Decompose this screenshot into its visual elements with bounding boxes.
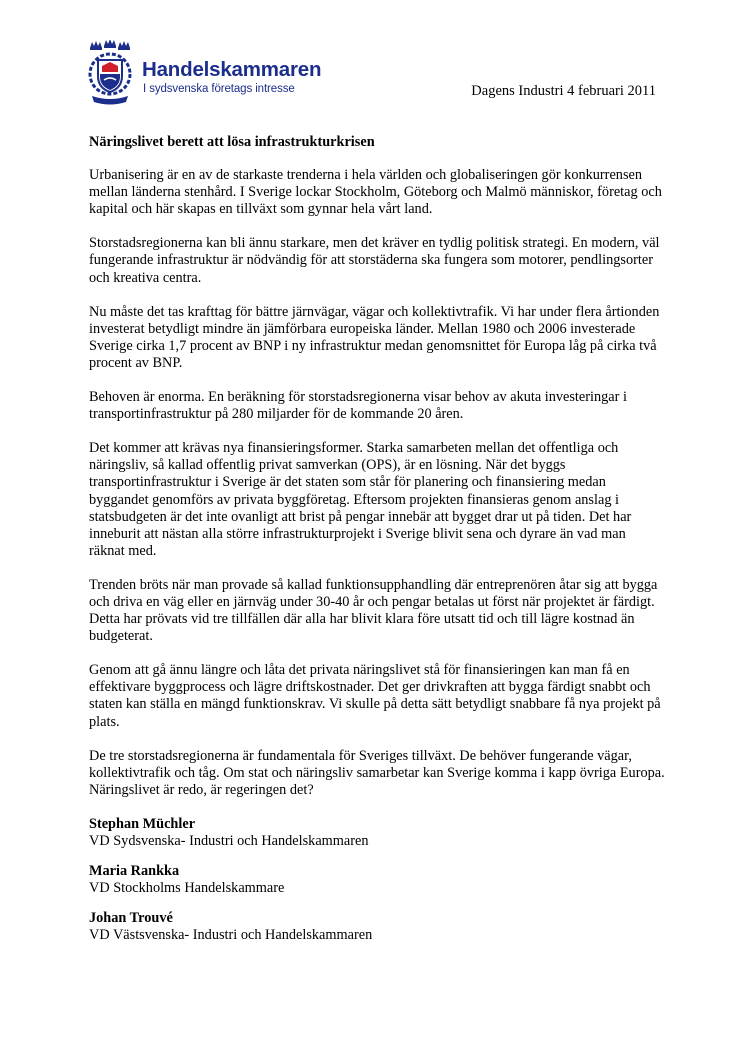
org-tagline: I sydsvenska företags intresse: [143, 83, 295, 95]
article-paragraph: De tre storstadsregionerna är fundamentala för Sveriges tillväxt. De behöver fungerande vägar, kollektivtrafik och tåg. Om stat och näringsliv samarbetar kan Sverige komma i kapp övriga Europa. Näringslivet är redo, är regeringen det?: [89, 747, 665, 798]
signatory-title: VD Stockholms Handelskammare: [89, 880, 285, 897]
signatory-title: VD Västsvenska- Industri och Handelskammaren: [89, 927, 373, 944]
signature-block: [89, 863, 665, 897]
org-logo: [86, 40, 336, 110]
signature-block: [89, 816, 665, 850]
article-paragraph: Urbanisering är en av de starkaste trenderna i hela världen och globaliseringen gör konkurrensen mellan länderna stenhård. I Sverige lockar Stockholm, Göteborg och Malmö människor, företag och kapital och här skapas en tillväxt som gynnar hela vårt land.: [89, 167, 662, 218]
article-paragraph: Nu måste det tas krafttag för bättre järnvägar, vägar och kollektivtrafik. Vi har under flera årtionden investerat betydligt mindre än jämförbara europeiska länder. Mellan 1980 och 2006 investerade Sverige cirka 1,7 procent av BNP i ny infrastruktur medan genomsnittet för Europa låg på cirka två procent av BNP.: [89, 303, 660, 371]
article-paragraph: Trenden bröts när man provade så kallad funktionsupphandling där entreprenören åtar sig att bygga och driva en väg eller en järnväg under 30-40 år och pengar betalas ut först när projektet är färdigt. Detta har prövats vid tre tillfällen där alla har blivit klara före utsatt tid och till lägre kostnad än budgeterat.: [89, 576, 658, 645]
publication-date: Dagens Industri 4 februari 2011: [471, 83, 656, 99]
signatory-name: Stephan Müchler: [89, 815, 196, 832]
article-paragraph: Behoven är enorma. En beräkning för storstadsregionerna visar behov av akuta investeringar i transportinfrastruktur på 280 miljarder för de kommande 20 åren.: [89, 389, 627, 423]
signatory-name: Johan Trouvé: [89, 910, 173, 927]
article-headline: Näringslivet berett att lösa infrastrukturkrisen: [89, 134, 375, 150]
org-name: Handelskammaren: [142, 58, 322, 81]
article-body: [89, 134, 665, 957]
signatory-name: Maria Rankka: [89, 863, 180, 880]
signature-block: [89, 910, 665, 944]
article-paragraph: Genom att gå ännu längre och låta det privata näringslivet stå för finansieringen kan man få en effektivare byggprocess och lägre driftskostnader. Det ger drivkraften att bygga färdigt snabbt och staten kan ställa en mängd funktionskrav. Vi skulle på detta sätt betydligt snabbare få nya projekt på plats.: [89, 662, 661, 730]
crowned-shield-emblem-icon: [86, 40, 138, 110]
signatory-title: VD Sydsvenska- Industri och Handelskammaren: [89, 833, 369, 849]
article-paragraph: Det kommer att krävas nya finansieringsformer. Starka samarbeten mellan det offentliga och näringsliv, så kallad offentlig privat samverkan (OPS), är en lösning. När det byggs transportinfrastruktur i Sverige är det staten som står för planering och finansiering medan byggandet genomförs av privata byggföretag. Eftersom projekten finansieras genom anslag i statsbudgeten är det inte ovanligt att brist på pengar innebär att bygget drar ut på tiden. Det har inneburit att nästan alla större infrastrukturprojekt i Sverige blivit sena och dyrare än vad man räknat med.: [89, 440, 632, 559]
article-paragraph: Storstadsregionerna kan bli ännu starkare, men det kräver en tydlig politisk strategi. En modern, väl fungerande infrastruktur är nödvändig för att storstäderna ska fungera som motorer, pendlingsorter och kreativa centra.: [89, 235, 660, 286]
